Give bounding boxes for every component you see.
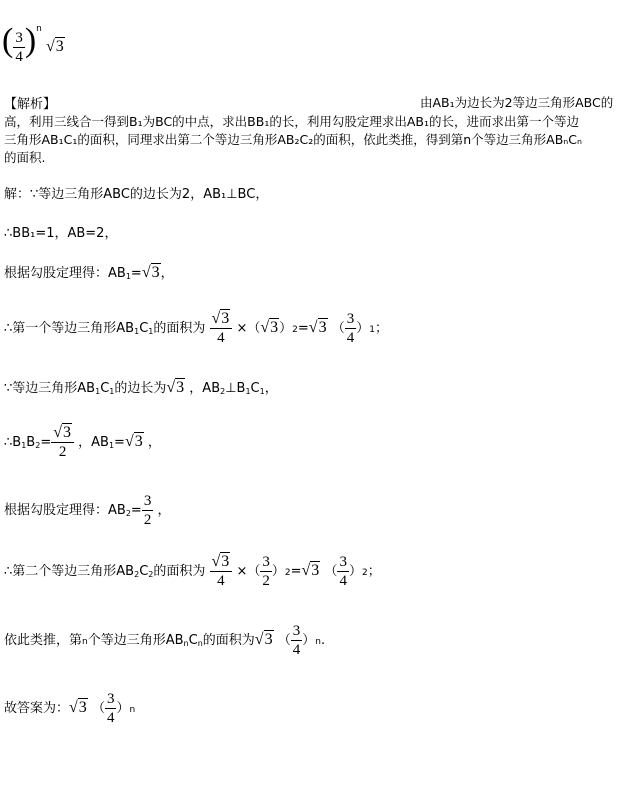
top-formula: [2, 24, 65, 66]
solution-line2: ∴BB₁=1，AB=2，: [4, 226, 118, 241]
solution-line4: ∴第一个等边三角形$AB_1C_1$的面积为 $\frac{√3}{4}$ ×（√3）2=√3 （ $\frac{3}{4}$ ）1；: [4, 310, 388, 346]
top-fraction-numerator: 3: [15, 30, 23, 46]
left-paren: (: [2, 22, 14, 59]
analysis-line4: 的面积.: [4, 150, 46, 165]
fraction: $\frac{√3}{4}$: [210, 310, 233, 347]
analysis-line3: 三角形AB₁C₁的面积，同理求出第二个等边三角形AB₂C₂的面积，依此类推，得到第n个等边三角形ABₙCₙ: [4, 132, 582, 147]
analysis-header: 【解析】: [4, 97, 57, 112]
analysis-line1: 由AB₁为边长为2等边三角形ABC的: [420, 95, 614, 110]
top-sqrt: √3: [46, 38, 64, 55]
right-paren: ): [24, 22, 37, 59]
top-exponent: n: [36, 24, 42, 34]
solution-line8: ∴第二个等边三角形$AB_2C_2$的面积为 $\frac{√3}{4}$ ×（ $\frac{3}{2}$ ）2=√3 （ $\frac{3}{4}$ ）2；: [4, 553, 381, 589]
solution-line7: 根据勾股定理得：$AB_2=$ $\frac{3}{2}$ ，: [4, 493, 171, 528]
solution-line9: 依此类推，第n个等边三角形$AB_nC_n$的面积为√3 （ $\frac{3}{4}$ ）n.: [4, 623, 326, 658]
solution-line3: 根据勾股定理得：$AB_1=√3$，: [4, 264, 174, 281]
solution-line1: 解：∵等边三角形ABC的边长为2，AB₁⊥BC，: [4, 187, 269, 202]
solution-line6: $\therefore B_1B_2=$ $\frac{√3}{2}$ ，$AB_1=√3$ ，: [4, 424, 161, 460]
solution-line5: ∵等边三角形$AB_1C_1$的边长为√3 ，$AB_2\perp B_1C_1$，: [4, 379, 278, 396]
top-fraction: [13, 29, 25, 66]
answer-line: 故答案为：√3 （ $\frac{3}{4}$ ）n: [4, 691, 136, 726]
top-fraction-denominator: 4: [15, 49, 23, 65]
analysis-line2: 高，利用三线合一得到B₁为BC的中点，求出BB₁的长，利用勾股定理求出AB₁的长，进而求出第一个等边: [4, 114, 579, 129]
sqrt: √3: [141, 264, 160, 281]
